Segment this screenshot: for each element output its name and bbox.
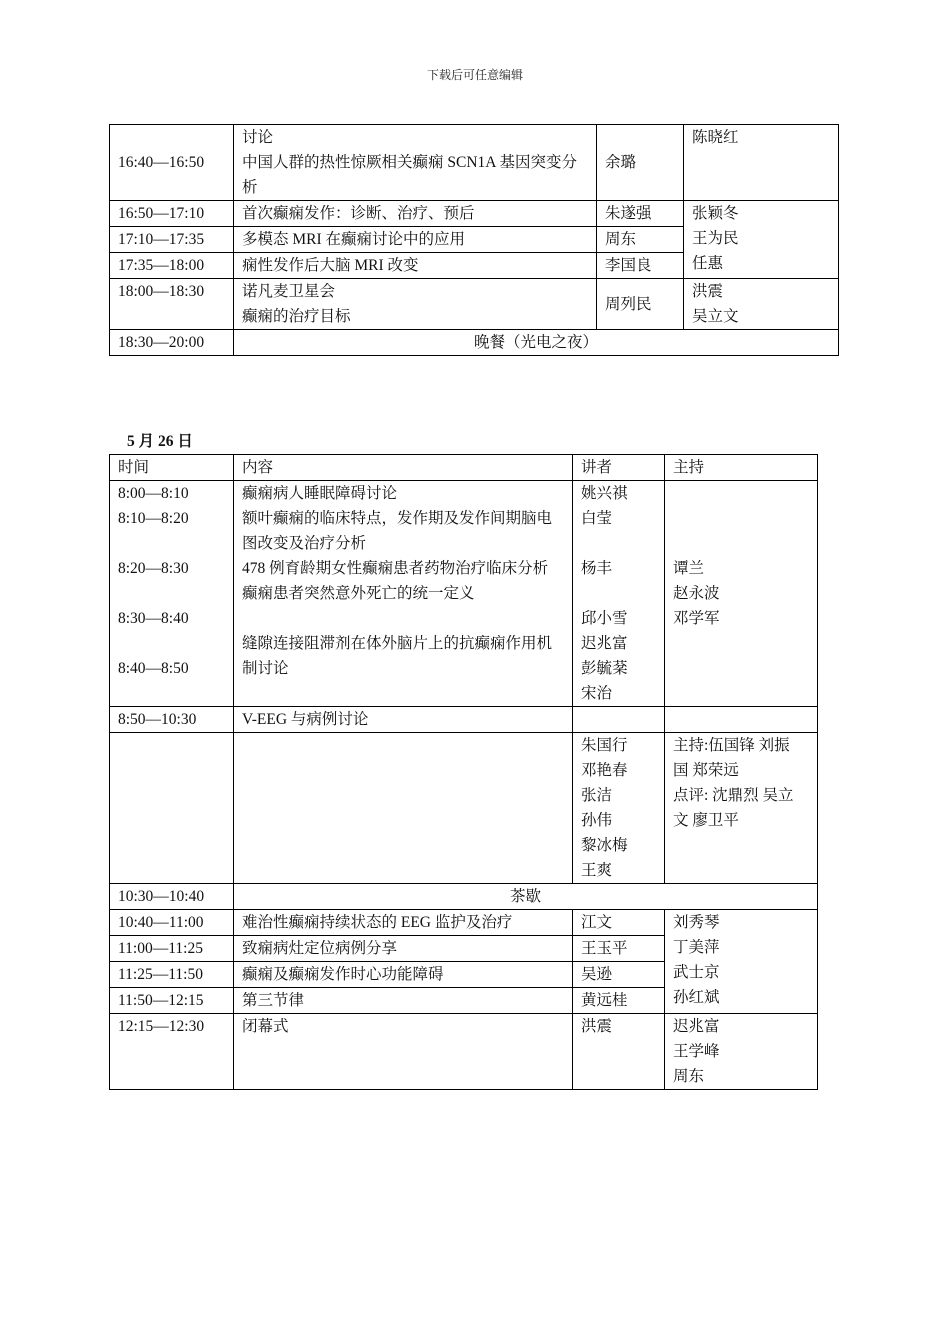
host-name: 孙红斌 [673, 989, 720, 1006]
speaker-name: 杨丰 [581, 560, 613, 577]
time-cell: 10:30—10:40 [110, 884, 234, 910]
speaker-name: 黎冰梅 [581, 837, 628, 854]
table-row [110, 884, 818, 910]
host-name: 王为民 [692, 230, 739, 247]
time-line: 8:10—8:20 [118, 510, 189, 527]
host-name: 陈晓红 [692, 129, 739, 146]
speaker-name: 王爽 [581, 862, 613, 879]
content-line: 癫痫病人睡眠障碍讨论 [242, 485, 398, 502]
speaker-cell [573, 733, 665, 884]
host-cell [684, 125, 839, 201]
host-name: 王学峰 [673, 1043, 720, 1060]
host-name: 迟兆富 [673, 1018, 720, 1035]
host-name: 邓学军 [673, 610, 720, 627]
speaker-name: 迟兆富 [581, 635, 628, 652]
table-row [110, 733, 818, 884]
content-cell: 难治性癫痫持续状态的 EEG 监护及治疗 [234, 910, 573, 936]
speaker-cell [573, 481, 665, 707]
table-row [110, 481, 818, 707]
time-cell: 11:50—12:15 [110, 988, 234, 1014]
table-row [110, 330, 839, 356]
time-cell [110, 481, 234, 707]
content-line: 诺凡麦卫星会 [242, 283, 336, 300]
content-cell [234, 125, 597, 201]
host-name: 吴立文 [692, 308, 739, 325]
speaker-name: 张洁 [581, 787, 613, 804]
host-name: 张颖冬 [692, 205, 739, 222]
host-name: 赵永波 [673, 585, 720, 602]
time-cell: 12:15—12:30 [110, 1014, 234, 1090]
speaker-name: 孙伟 [581, 812, 613, 829]
table-row [110, 1014, 818, 1090]
host-name: 丁美萍 [673, 939, 720, 956]
column-header: 内容 [234, 455, 573, 481]
time-cell: 11:25—11:50 [110, 962, 234, 988]
host-line: 点评: 沈鼎烈 吴立 [673, 787, 794, 804]
content-cell [234, 481, 573, 707]
content-cell: 晚餐（光电之夜） [234, 330, 839, 356]
host-name: 洪震 [692, 283, 724, 300]
column-header: 时间 [110, 455, 234, 481]
host-line: 国 郑荣远 [673, 762, 739, 779]
speaker-name: 姚兴祺 [581, 485, 628, 502]
time-cell: 17:10—17:35 [110, 227, 234, 253]
time-line: 8:00—8:10 [118, 485, 189, 502]
host-name: 谭兰 [673, 560, 705, 577]
host-cell [665, 707, 818, 733]
table-row [110, 910, 818, 936]
host-cell [665, 481, 818, 707]
speaker-cell: 黄远桂 [573, 988, 665, 1014]
time-line: 8:40—8:50 [118, 660, 189, 677]
speaker-cell: 江文 [573, 910, 665, 936]
speaker-name: 朱国行 [581, 737, 628, 754]
content-cell: 第三节律 [234, 988, 573, 1014]
column-header: 主持 [665, 455, 818, 481]
time-cell: 8:50—10:30 [110, 707, 234, 733]
column-header: 讲者 [573, 455, 665, 481]
host-name: 任惠 [692, 255, 724, 272]
content-cell: 闭幕式 [234, 1014, 573, 1090]
content-cell [234, 733, 573, 884]
content-cell: V-EEG 与病例讨论 [234, 707, 573, 733]
speaker-name: 彭毓棻 [581, 660, 628, 677]
time-cell: 10:40—11:00 [110, 910, 234, 936]
speaker-cell: 洪震 [573, 1014, 665, 1090]
content-cell: 茶歇 [234, 884, 818, 910]
speaker-name: 邱小雪 [581, 610, 628, 627]
page-header: 下载后可任意编辑 [426, 68, 523, 82]
content-cell [234, 279, 597, 330]
time-cell [110, 733, 234, 884]
time-line: 8:20—8:30 [118, 560, 189, 577]
speaker-name: 宋治 [581, 685, 613, 702]
content-line: 额叶癫痫的临床特点，发作期及发作间期脑电图改变及治疗分析 [242, 510, 553, 552]
content-line: 讨论 [242, 129, 274, 146]
time-cell: 18:30—20:00 [110, 330, 234, 356]
speaker-cell: 吴逊 [573, 962, 665, 988]
content-cell: 首次癫痫发作：诊断、治疗、预后 [234, 201, 597, 227]
content-line: 癫痫患者突然意外死亡的统一定义 [242, 585, 475, 602]
table-row [110, 707, 818, 733]
host-line: 文 廖卫平 [673, 812, 739, 829]
speaker-cell: 周列民 [597, 279, 684, 330]
host-cell [684, 201, 839, 279]
host-name: 周东 [673, 1068, 705, 1085]
date-heading: 5 月 26 日 [127, 433, 193, 450]
table-row [110, 279, 839, 330]
host-name: 刘秀琴 [673, 914, 720, 931]
time-cell: 17:35—18:00 [110, 253, 234, 279]
table-row [110, 201, 839, 227]
content-line: 癫痫的治疗目标 [242, 308, 351, 325]
speaker-cell [573, 707, 665, 733]
content-cell: 多模态 MRI 在癫痫讨论中的应用 [234, 227, 597, 253]
speaker-cell: 周东 [597, 227, 684, 253]
speaker-cell: 王玉平 [573, 936, 665, 962]
content-cell: 癫痫及癫痫发作时心功能障碍 [234, 962, 573, 988]
speaker-name: 邓艳春 [581, 762, 628, 779]
time-cell: 18:00—18:30 [110, 279, 234, 330]
content-line: 缝隙连接阻滞剂在体外脑片上的抗癫痫作用机制讨论 [242, 635, 553, 677]
host-cell [684, 279, 839, 330]
content-cell: 痫性发作后大脑 MRI 改变 [234, 253, 597, 279]
host-cell [665, 733, 818, 884]
host-cell [665, 1014, 818, 1090]
speaker-cell: 余璐 [597, 125, 684, 201]
time-cell: 11:00—11:25 [110, 936, 234, 962]
table-header-row [110, 455, 818, 481]
schedule-table-day1 [109, 124, 839, 356]
content-line: 478 例育龄期女性癫痫患者药物治疗临床分析 [242, 560, 549, 577]
host-name: 武士京 [673, 964, 720, 981]
content-line: 中国人群的热性惊厥相关癫痫 SCN1A 基因突变分析 [242, 154, 577, 196]
table-row [110, 125, 839, 201]
time-line: 8:30—8:40 [118, 610, 189, 627]
speaker-cell: 李国良 [597, 253, 684, 279]
time-cell: 16:40—16:50 [110, 125, 234, 201]
host-cell [665, 910, 818, 1014]
speaker-cell: 朱遂强 [597, 201, 684, 227]
speaker-name: 白莹 [581, 510, 613, 527]
schedule-table-day2 [109, 454, 818, 1090]
time-cell: 16:50—17:10 [110, 201, 234, 227]
content-cell: 致痫病灶定位病例分享 [234, 936, 573, 962]
host-line: 主持:伍国锋 刘振 [673, 737, 790, 754]
